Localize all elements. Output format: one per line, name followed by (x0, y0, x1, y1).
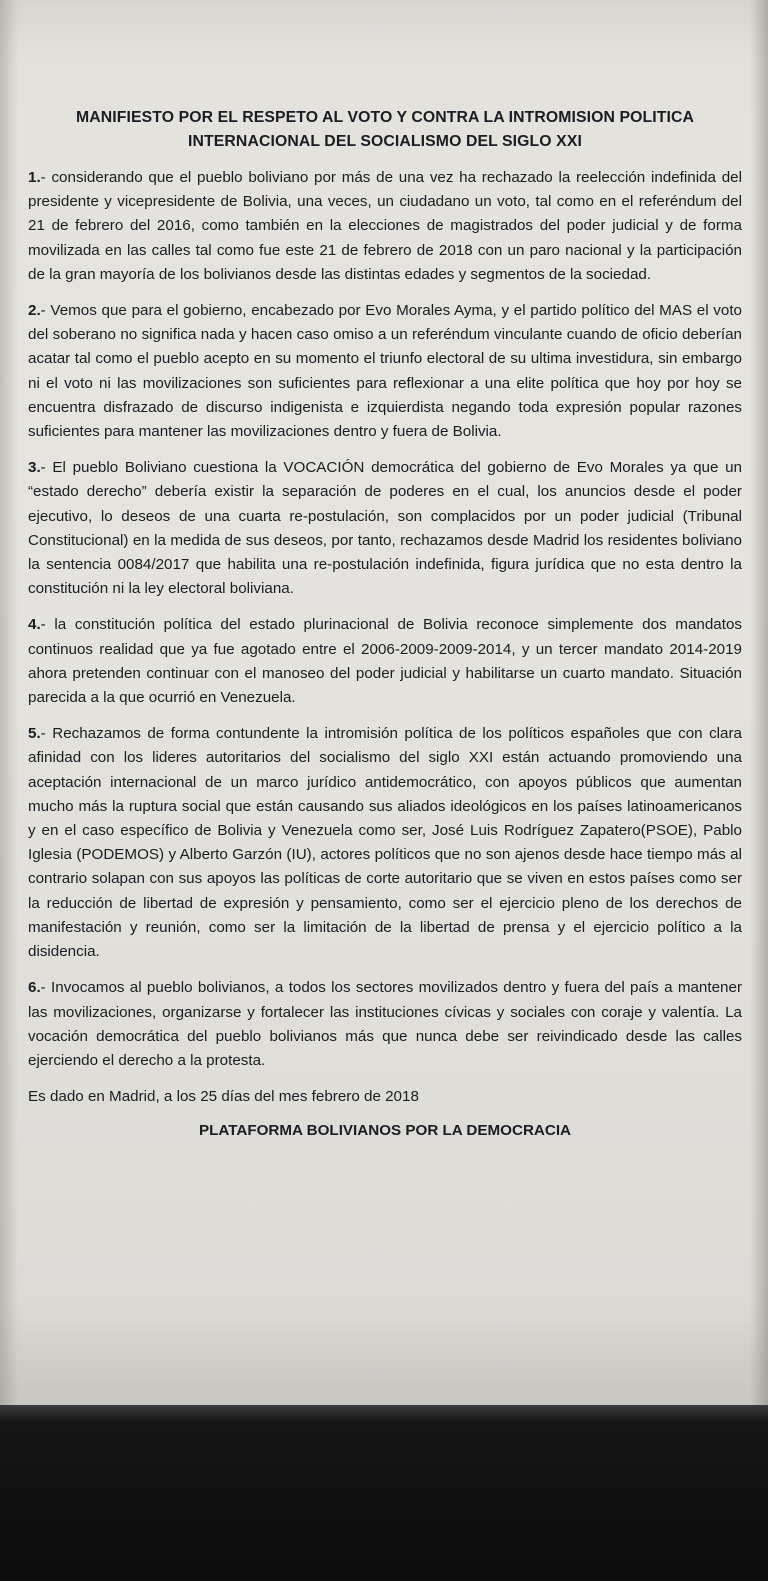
paper-shadow-right (750, 0, 768, 1410)
title-line-2: INTERNACIONAL DEL SOCIALISMO DEL SIGLO XXI (188, 133, 582, 150)
paragraph-text: - la constitución política del estado plurinacional de Bolivia reconoce simplemente dos mandatos continuos realidad que ya fue agotado entre el 2006-2009-2009-2014, y un tercer mandato 2014-2019 ahora pretenden continuar con el manoseo del poder judicial y habilitarse un cuarto mandato. Situación parecida a la que ocurrió en Venezuela. (28, 616, 742, 707)
closing-line: Es dado en Madrid, a los 25 días del mes febrero de 2018 (28, 1088, 419, 1106)
paragraph-number: 1. (28, 169, 41, 186)
paragraph-number: 2. (28, 302, 41, 320)
paper-shadow-left (0, 0, 18, 1410)
dark-table-edge (0, 1405, 768, 1581)
paragraph-number: 3. (28, 459, 41, 477)
signature: PLATAFORMA BOLIVIANOS POR LA DEMOCRACIA (198, 1122, 572, 1140)
document-title (28, 106, 742, 154)
paragraph-2 (28, 299, 742, 444)
paragraph-6 (28, 976, 742, 1073)
paragraph-number: 4. (28, 616, 41, 634)
paragraph-3 (28, 456, 742, 601)
manifesto-document (28, 106, 742, 1144)
paragraph-text: - considerando que el pueblo boliviano por más de una vez ha rechazado la reelección indefinida del presidente y vicepresidente de Bolivia, una veces, un ciudadano un voto, tal como en el referéndum del 21 de febrero del 2016, como también en la elecciones de magistrados del poder judicial y de forma movilizada en las calles tal como fue este 21 de febrero de 2018 con un paro nacional y la participación de la gran mayoría de los bolivianos desde las distintas edades y segmentos de la sociedad. (28, 169, 742, 283)
paragraph-text: - El pueblo Boliviano cuestiona la VOCACIÓN democrática del gobierno de Evo Morales ya que un “estado derecho” debería existir la separación de poderes en el cual, los anuncios desde el poder ejecutivo, lo deseos de una cuarta re-postulación, son complacidos por un poder judicial (Tribunal Constitucional) en la medida de sus deseos, por tanto, rechazamos desde Madrid los residentes boliviano la sentencia 0084/2017 que habilita una re-postulación indefinida, figura jurídica que no esta dentro la constitución ni la ley electoral boliviana. (28, 459, 742, 598)
paragraph-number: 6. (28, 979, 41, 997)
paragraph-4 (28, 613, 742, 710)
paragraph-text: - Invocamos al pueblo bolivianos, a todos los sectores movilizados dentro y fuera del país a mantener las movilizaciones, organizarse y fortalecer las instituciones cívicas y sociales con coraje y valentía. La vocación democrática del pueblo bolivianos más que nunca debe ser reivindicado desde las calles ejerciendo el derecho a la protesta. (28, 979, 742, 1069)
title-line-1: MANIFIESTO POR EL RESPETO AL VOTO Y CONTRA LA INTROMISION POLITICA (75, 109, 695, 126)
paragraph-5 (28, 722, 742, 964)
paragraph-1 (28, 166, 742, 287)
paragraph-text: - Vemos que para el gobierno, encabezado por Evo Morales Ayma, y el partido político del MAS el voto del soberano no significa nada y hacen caso omiso a un referéndum vinculante cuando de oficio deberían acatar tal como el pueblo acepto en su momento el triunfo electoral de su ultima investidura, sin embargo ni el voto ni las movilizaciones son suficientes para reflexionar a una elite política que hoy por hoy se encuentra disfrazado de discurso indigenista e izquierdista negando toda expresión popular razones suficientes para mantener las movilizaciones dentro y fuera de Bolivia. (28, 302, 742, 441)
paragraph-text: - Rechazamos de forma contundente la intromisión política de los políticos españoles que con clara afinidad con los lideres autoritarios del socialismo del siglo XXI están actuando promoviendo una aceptación internacional de un marco jurídico antidemocrático, con apoyos públicos que aumentan mucho más la ruptura social que están causando sus aliados ideológicos en los países latinoamericanos y en el caso específico de Bolivia y Venezuela como ser, José Luis Rodríguez Zapatero(PSOE), Pablo Iglesia (PODEMOS) y Alberto Garzón (IU), actores políticos que no son ajenos desde hace tiempo más al contrario solapan con sus apoyos las políticas de corte autoritario que se viven en estos países como ser la reducción de libertad de expresión y pensamiento, como ser el ejercicio pleno de los derechos de manifestación y reunión, como ser la limitación de la libertad de prensa y el ejercicio político a la disidencia. (28, 725, 742, 961)
paragraph-number: 5. (28, 725, 41, 743)
